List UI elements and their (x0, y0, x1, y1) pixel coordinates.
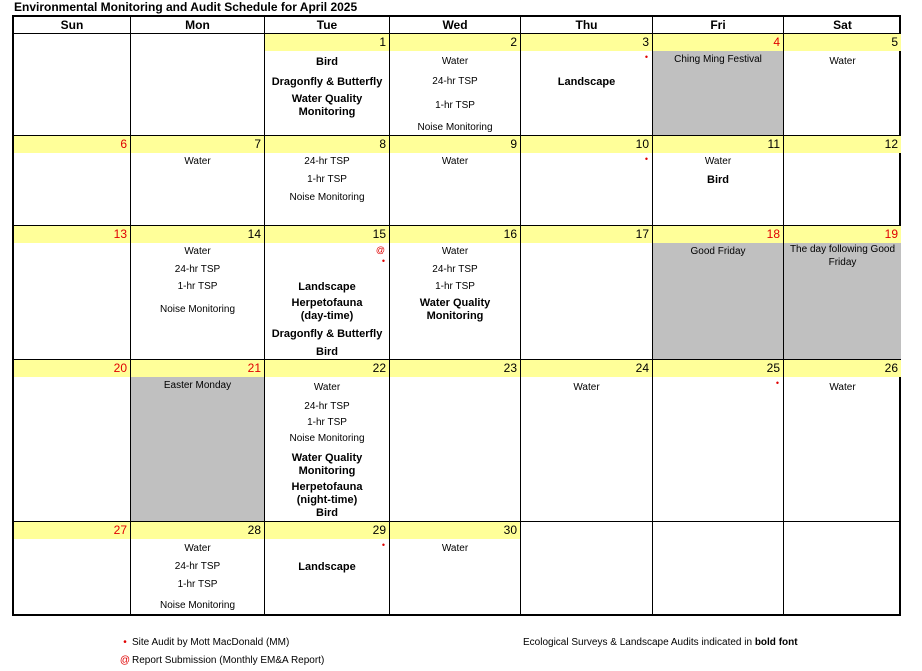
bird-survey: Bird (316, 507, 338, 519)
bird-survey: Bird (707, 174, 729, 186)
date-number: 18 (653, 226, 783, 243)
header-fri: Fri (653, 17, 784, 34)
day-cell-10 (521, 136, 653, 226)
day-cell-1 (265, 34, 390, 136)
day-cell-21 (131, 360, 265, 522)
header-tue: Tue (265, 17, 390, 34)
site-audit-symbol: • (123, 637, 127, 648)
legend-report (118, 655, 324, 666)
noise-monitoring: Noise Monitoring (417, 122, 493, 133)
day-cell-15 (265, 226, 390, 360)
date-number: 14 (131, 226, 264, 243)
tsp-24hr: 24-hr TSP (304, 156, 350, 167)
tsp-1hr: 1-hr TSP (177, 281, 218, 292)
date-number: 16 (390, 226, 520, 243)
day-cell-14 (131, 226, 265, 360)
date-number: 29 (265, 522, 389, 539)
water-monitoring: Water (441, 56, 469, 67)
day-cell-29 (265, 522, 390, 616)
day-cell-5 (784, 34, 901, 136)
day-cell-3 (521, 34, 653, 136)
day-cell-16 (390, 226, 521, 360)
water-monitoring: Water (441, 246, 469, 257)
date-number: 27 (14, 522, 130, 539)
noise-monitoring: Noise Monitoring (289, 192, 365, 203)
date-number: 6 (14, 136, 130, 153)
date-number: 10 (521, 136, 652, 153)
day-cell-22 (265, 360, 390, 522)
date-number: 17 (521, 226, 652, 243)
day-cell-27 (14, 522, 131, 616)
herpetofauna-survey: Herpetofauna (291, 481, 363, 493)
herpetofauna-survey: Herpetofauna (291, 297, 363, 309)
tsp-1hr: 1-hr TSP (435, 100, 475, 111)
legend-report-text: Report Submission (Monthly EM&A Report) (132, 655, 325, 666)
day-cell-23 (390, 360, 521, 522)
date-number: 21 (131, 360, 264, 377)
site-audit-marker: • (644, 154, 648, 164)
date-number: 26 (784, 360, 901, 377)
date-number: 11 (653, 136, 783, 153)
day-cell-19 (784, 226, 901, 360)
day-cell-20 (14, 360, 131, 522)
date-number: 12 (784, 136, 901, 153)
water-quality-label-2: Monitoring (298, 106, 356, 118)
report-symbol: @ (119, 655, 131, 666)
water-quality-label-2: Monitoring (298, 465, 356, 477)
landscape-audit: Landscape (298, 281, 356, 293)
dragonfly-survey: Dragonfly & Butterfly (271, 76, 383, 88)
day-cell-6 (14, 136, 131, 226)
site-audit-marker: • (381, 256, 385, 266)
site-audit-marker: • (644, 52, 648, 62)
tsp-1hr: 1-hr TSP (307, 417, 347, 428)
header-sun: Sun (14, 17, 131, 34)
header-sat: Sat (784, 17, 901, 34)
date-number: 5 (784, 34, 901, 51)
day-cell-4 (653, 34, 784, 136)
date-number: 25 (653, 360, 783, 377)
noise-monitoring: Noise Monitoring (159, 600, 236, 611)
day-cell-11 (653, 136, 784, 226)
tsp-24hr: 24-hr TSP (174, 561, 221, 572)
water-monitoring: Water (184, 156, 211, 167)
dragonfly-survey: Dragonfly & Butterfly (271, 328, 383, 340)
tsp-1hr: 1-hr TSP (435, 281, 475, 292)
day-cell-empty (653, 522, 784, 616)
water-monitoring: Water (441, 156, 469, 167)
day-cell-28 (131, 522, 265, 616)
site-audit-marker: • (775, 378, 779, 388)
tsp-1hr: 1-hr TSP (307, 174, 347, 185)
noise-monitoring: Noise Monitoring (289, 433, 365, 444)
date-number: 24 (521, 360, 652, 377)
date-number: 13 (14, 226, 130, 243)
tsp-24hr: 24-hr TSP (432, 76, 478, 87)
date-number: 19 (784, 226, 901, 243)
day-cell-empty (784, 522, 901, 616)
day-cell-empty (521, 522, 653, 616)
day-cell-empty (131, 34, 265, 136)
legend-note-bold: bold font (754, 637, 798, 648)
date-number: 2 (390, 34, 520, 51)
page-title: Environmental Monitoring and Audit Schedule for April 2025 (14, 0, 358, 14)
day-cell-30 (390, 522, 521, 616)
water-monitoring: Water (313, 382, 341, 393)
report-submission-marker: @ (375, 245, 385, 255)
date-number: 4 (653, 34, 783, 51)
day-cell-24 (521, 360, 653, 522)
water-quality-label-2: Monitoring (426, 310, 484, 322)
herpetofauna-time: (night-time) (296, 494, 358, 506)
legend-note-text: Ecological Surveys & Landscape Audits indicated in (523, 637, 753, 648)
day-cell-17 (521, 226, 653, 360)
date-number: 1 (265, 34, 389, 51)
date-number: 23 (390, 360, 520, 377)
holiday-label: The day following Good (789, 244, 896, 255)
water-monitoring: Water (184, 246, 211, 257)
day-cell-13 (14, 226, 131, 360)
legend-site-audit (118, 637, 289, 648)
tsp-24hr: 24-hr TSP (174, 264, 221, 275)
header-thu: Thu (521, 17, 653, 34)
day-cell-18 (653, 226, 784, 360)
water-monitoring: Water (704, 156, 732, 167)
site-audit-marker: • (381, 540, 385, 550)
date-number: 28 (131, 522, 264, 539)
landscape-audit: Landscape (298, 561, 356, 573)
water-quality-label: Water Quality (291, 93, 363, 105)
date-number: 20 (14, 360, 130, 377)
holiday-label: Easter Monday (163, 380, 232, 391)
header-wed: Wed (390, 17, 521, 34)
header-mon: Mon (131, 17, 265, 34)
calendar-grid (12, 15, 901, 616)
herpetofauna-time: (day-time) (300, 310, 354, 322)
water-monitoring: Water (829, 56, 856, 67)
legend-note (523, 637, 798, 648)
tsp-1hr: 1-hr TSP (177, 579, 218, 590)
water-monitoring: Water (441, 543, 469, 554)
date-number: 22 (265, 360, 389, 377)
date-number: 3 (521, 34, 652, 51)
holiday-label: Good Friday (690, 246, 746, 257)
day-cell-9 (390, 136, 521, 226)
day-cell-empty (14, 34, 131, 136)
noise-monitoring: Noise Monitoring (159, 304, 236, 315)
bird-survey: Bird (316, 346, 338, 358)
bird-survey: Bird (316, 56, 338, 68)
tsp-24hr: 24-hr TSP (304, 401, 350, 412)
date-number: 15 (265, 226, 389, 243)
day-cell-8 (265, 136, 390, 226)
tsp-24hr: 24-hr TSP (432, 264, 478, 275)
date-number: 8 (265, 136, 389, 153)
landscape-audit: Landscape (557, 76, 616, 88)
water-monitoring: Water (184, 543, 211, 554)
day-cell-7 (131, 136, 265, 226)
holiday-label-2: Friday (828, 257, 857, 268)
day-cell-26 (784, 360, 901, 522)
water-monitoring: Water (573, 382, 600, 393)
legend-site-audit-text: Site Audit by Mott MacDonald (MM) (132, 637, 290, 648)
date-number: 9 (390, 136, 520, 153)
day-cell-2 (390, 34, 521, 136)
water-monitoring: Water (829, 382, 856, 393)
day-cell-12 (784, 136, 901, 226)
date-number: 30 (390, 522, 520, 539)
water-quality-label: Water Quality (419, 297, 491, 309)
day-cell-25 (653, 360, 784, 522)
date-number: 7 (131, 136, 264, 153)
holiday-label: Ching Ming Festival (674, 54, 762, 65)
water-quality-label: Water Quality (291, 452, 363, 464)
